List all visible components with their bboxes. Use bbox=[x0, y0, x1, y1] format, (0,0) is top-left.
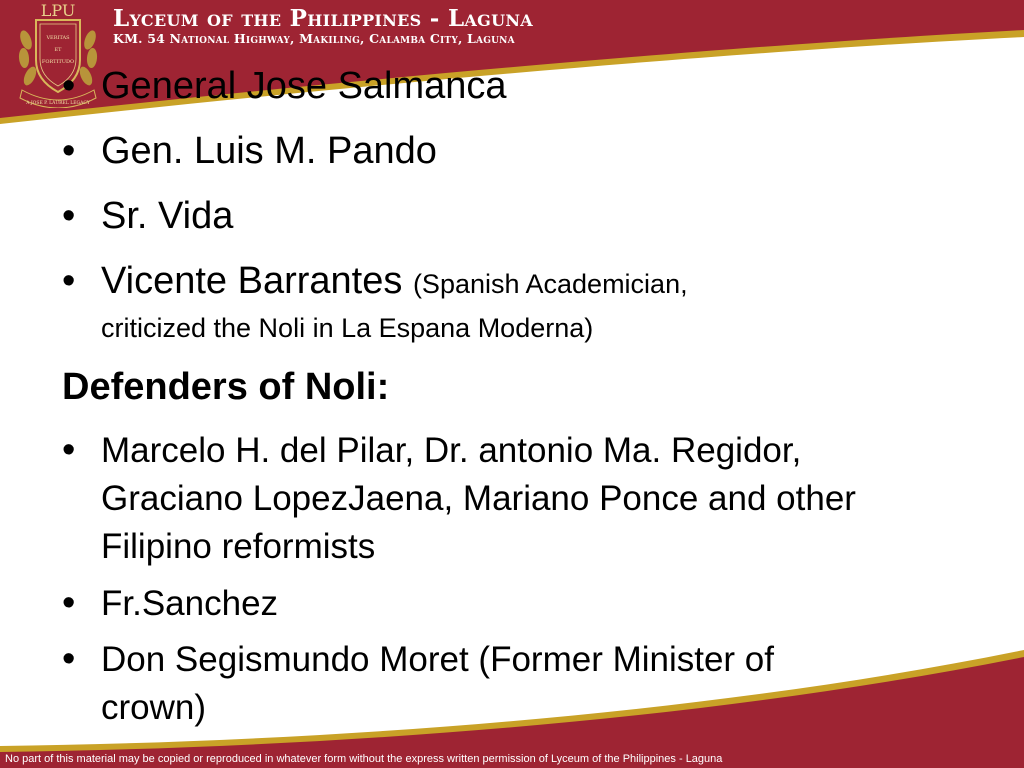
copyright-notice: No part of this material may be copied or reproduced in whatever form without the express written permission of Lyceum of the Philippines - Laguna bbox=[5, 753, 723, 765]
defenders-heading: Defenders of Noli: bbox=[62, 366, 390, 408]
lpu-crest-logo bbox=[14, 0, 102, 108]
critic-name: Sr. Vida bbox=[101, 195, 234, 237]
critic-note-continued: criticized the Noli in La Espana Moderna) bbox=[101, 313, 594, 343]
bullet-icon: • bbox=[62, 582, 76, 624]
institution-address: KM. 54 National Highway, Makiling, Calamba City, Laguna bbox=[113, 31, 515, 46]
logo-acronym: LPU bbox=[40, 1, 76, 20]
logo-ribbon-text: A JOSE P. LAUREL LEGACY bbox=[26, 101, 90, 106]
critic-entry bbox=[101, 258, 981, 349]
defender-line: Fr.Sanchez bbox=[101, 584, 279, 623]
defender-line: Graciano LopezJaena, Mariano Ponce and other bbox=[101, 479, 856, 518]
bullet-icon: • bbox=[62, 638, 76, 680]
critic-name: General Jose Salmanca bbox=[101, 65, 507, 107]
bullet-icon: • bbox=[62, 429, 76, 471]
bullet-icon: • bbox=[62, 130, 76, 172]
bullet-icon: • bbox=[62, 195, 76, 237]
defender-entry bbox=[101, 580, 981, 628]
critic-note: (Spanish Academician, bbox=[412, 269, 688, 299]
defender-line: crown) bbox=[101, 688, 207, 727]
logo-motto-top: VERITAS bbox=[46, 35, 70, 41]
defender-entry bbox=[101, 636, 981, 732]
logo-motto-mid: ET bbox=[54, 47, 62, 53]
defender-line: Don Segismundo Moret (Former Minister of bbox=[101, 640, 774, 679]
bullet-icon: • bbox=[62, 260, 76, 302]
critic-name: Vicente Barrantes bbox=[101, 260, 403, 302]
defender-line: Filipino reformists bbox=[101, 527, 376, 566]
bullet-icon: • bbox=[62, 65, 76, 107]
logo-motto-bottom: FORTITUDO bbox=[41, 59, 75, 65]
defender-line: Marcelo H. del Pilar, Dr. antonio Ma. Regidor, bbox=[101, 431, 802, 470]
institution-name: Lyceum of the Philippines - Laguna bbox=[113, 5, 533, 32]
critic-name: Gen. Luis M. Pando bbox=[101, 130, 437, 172]
defender-entry bbox=[101, 427, 981, 571]
